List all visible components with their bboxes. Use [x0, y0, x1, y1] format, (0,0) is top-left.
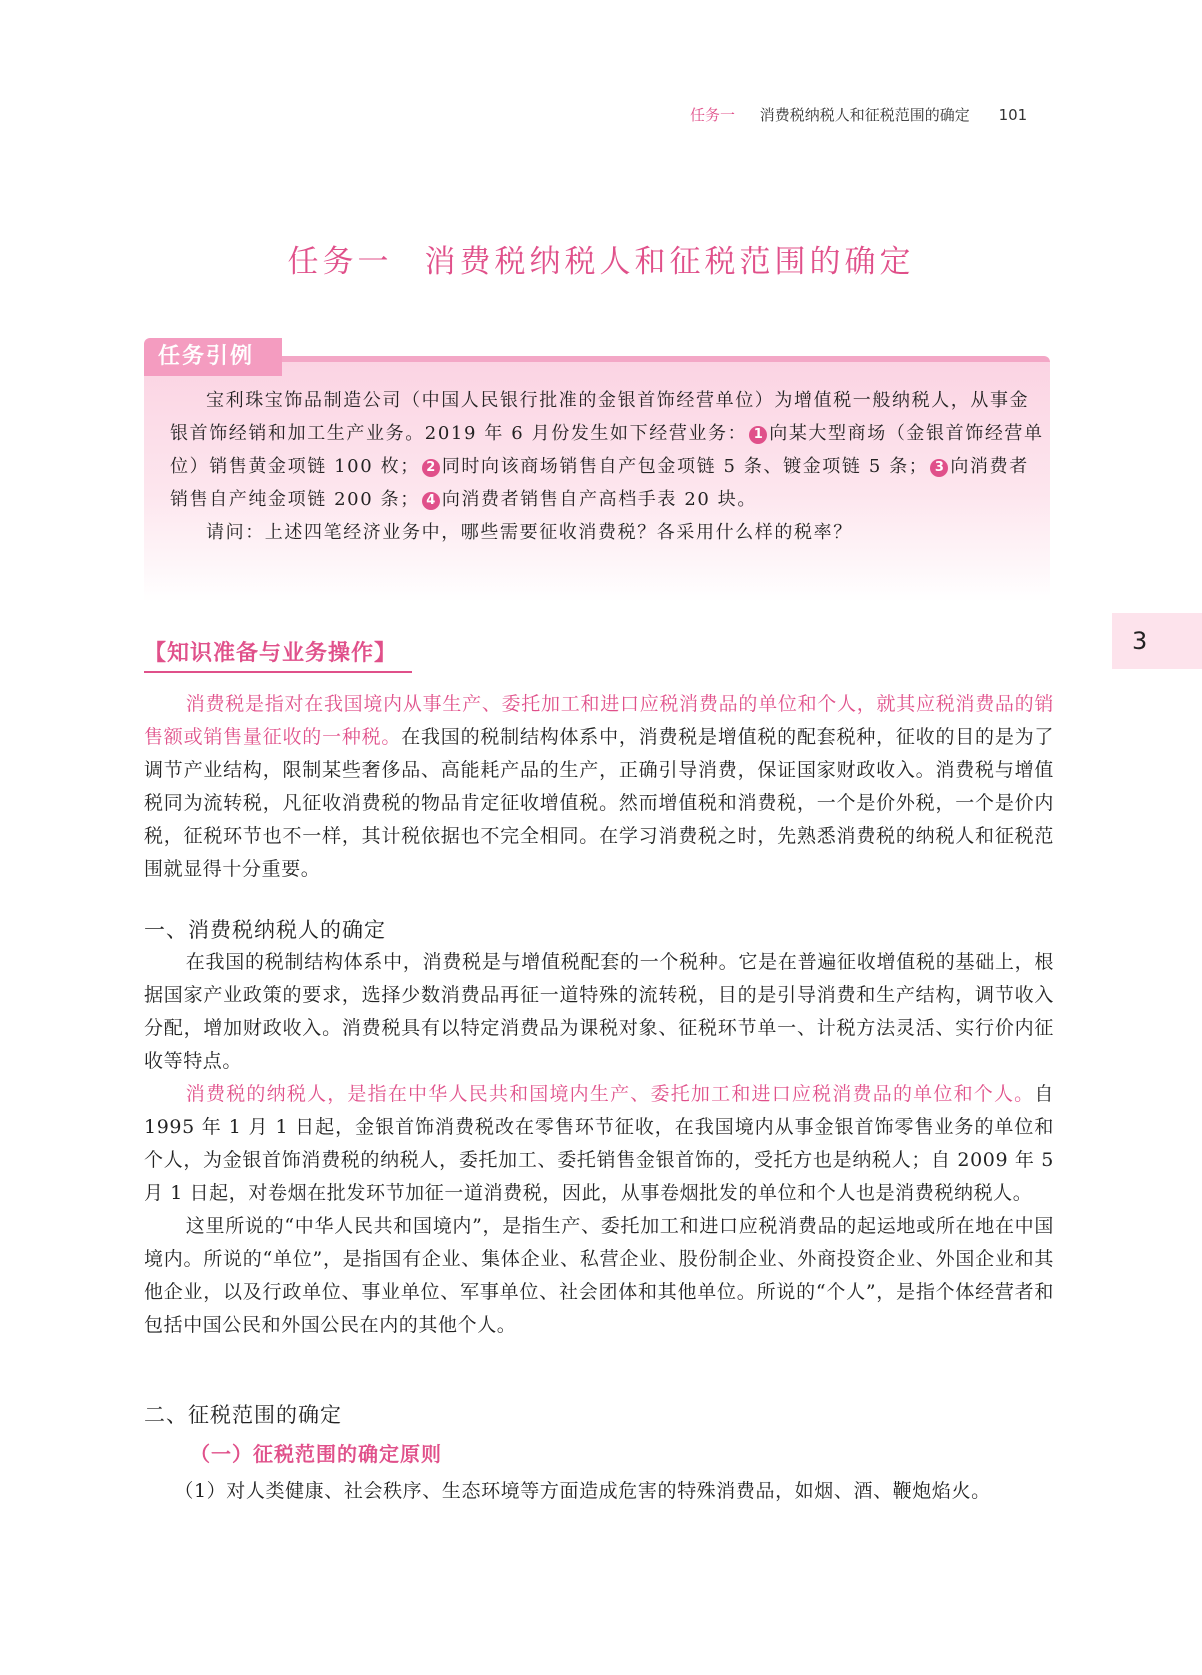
number-badge-3: 3 — [930, 459, 948, 477]
case-paragraph-1 — [170, 384, 1046, 516]
section2-title: 二、征税范围的确定 — [144, 1403, 342, 1427]
page-title — [0, 236, 1202, 281]
case-tab-line — [270, 356, 1050, 362]
page-title-part2: 消费税纳税人和征税范围的确定 — [424, 244, 915, 280]
header-task-label: 任务一 — [690, 106, 736, 124]
chapter-side-tab: 3 — [1112, 613, 1202, 669]
header-task-title: 消费税纳税人和征税范围的确定 — [759, 106, 970, 124]
case-p1-c: 同时向该商场销售自产包金项链 5 条、镀金项链 5 条； — [441, 456, 929, 477]
section2-subtitle: （一）征税范围的确定原则 — [190, 1442, 442, 1466]
section2-item1: （1）对人类健康、社会秩序、生态环境等方面造成危害的特殊消费品，如烟、酒、鞭炮焰火。 — [174, 1480, 991, 1502]
section1-p2 — [144, 1078, 1054, 1210]
running-header — [690, 104, 1110, 125]
section1-p1: 在我国的税制结构体系中，消费税是与增值税配套的一个税种。它是在普遍征收增值税的基础上，根据国家产业政策的要求，选择少数消费品再征一道特殊的流转税，目的是引导消费和生产结构，调节收入分配，增加财政收入。消费税具有以特定消费品为课税对象、征税环节单一、计税方法灵活、实行价内征收等特点。 — [144, 951, 1054, 1072]
case-tab-label: 任务引例 — [144, 338, 282, 376]
page-number: 101 — [998, 106, 1028, 124]
section1-p2-rest: 自 1995 年 1 月 1 日起，金银首饰消费税改在零售环节征收，在我国境内从事金银首饰零售业务的单位和个人，为金银首饰消费税的纳税人，委托加工、委托销售金银首饰的，受托方也是纳税人；自 2009 年 5 月 1 日起，对卷烟在批发环节加征一道消费税，因此，从事卷烟批发的单位和个人也是消费税纳税人。 — [144, 1083, 1054, 1204]
number-badge-4: 4 — [422, 492, 440, 510]
knowledge-paragraph — [144, 688, 1054, 886]
case-p1-d: 向消费者销售自产纯金项链 200 条； — [170, 456, 1029, 510]
section1-p2-highlight: 消费税的纳税人，是指在中华人民共和国境内生产、委托加工和进口应税消费品的单位和个人。 — [185, 1083, 1035, 1105]
knowledge-p1-rest: 在我国的税制结构体系中，消费税是增值税的配套税种，征收的目的是为了调节产业结构，限制某些奢侈品、高能耗产品的生产，正确引导消费，保证国家财政收入。消费税与增值税同为流转税，凡征收消费税的物品肯定征收增值税。然而增值税和消费税，一个是价外税，一个是价内税，征税环节也不一样，其计税依据也不完全相同。在学习消费税之时，先熟悉消费税的纳税人和征税范围就显得十分重要。 — [144, 726, 1054, 880]
knowledge-p1 — [144, 688, 1054, 886]
case-paragraph-2: 请问：上述四笔经济业务中，哪些需要征收消费税？各采用什么样的税率？ — [206, 522, 853, 543]
page-title-part1: 任务一 — [287, 244, 393, 280]
section1-title: 一、消费税纳税人的确定 — [144, 918, 386, 942]
number-badge-1: 1 — [749, 426, 767, 444]
knowledge-title-underline — [144, 671, 412, 673]
section2-body — [144, 1475, 1054, 1508]
case-text — [170, 384, 1046, 549]
section1-p3: 这里所说的“中华人民共和国境内”，是指生产、委托加工和进口应税消费品的起运地或所在地在中国境内。所说的“单位”，是指国有企业、集体企业、私营企业、股份制企业、外商投资企业、外国企业和其他企业，以及行政单位、事业单位、军事单位、社会团体和其他单位。所说的“个人”，是指个体经营者和包括中国公民和外国公民在内的其他个人。 — [144, 1215, 1054, 1336]
case-p1-e: 向消费者销售自产高档手表 20 块。 — [441, 489, 757, 510]
knowledge-p1-highlight: 消费税是指对在我国境内从事生产、委托加工和进口应税消费品的单位和个人，就其应税消费品的销售额或销售量征收的一种税。 — [144, 693, 1054, 748]
knowledge-title: 【知识准备与业务操作】 — [144, 641, 398, 666]
case-p1-b: 向某大型商场（金银首饰经营单位）销售黄金项链 100 枚； — [170, 423, 1044, 477]
case-p1-a: 宝利珠宝饰品制造公司（中国人民银行批准的金银首饰经营单位）为增值税一般纳税人，从事金银首饰经销和加工生产业务。2019 年 6 月份发生如下经营业务： — [170, 390, 1030, 444]
section1-body — [144, 946, 1054, 1342]
number-badge-2: 2 — [422, 459, 440, 477]
